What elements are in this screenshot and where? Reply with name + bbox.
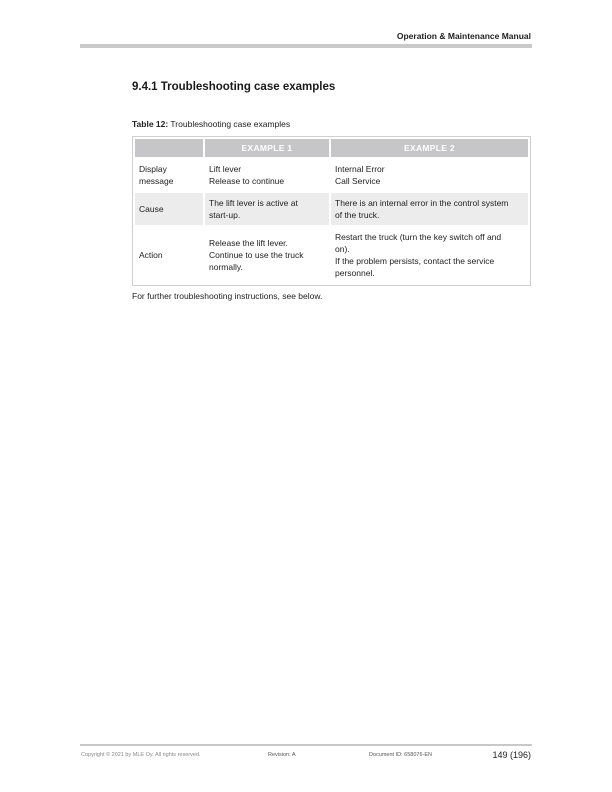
header-divider (80, 44, 532, 48)
footer-document-id: Document ID: 658076-EN (369, 752, 432, 758)
cell-line: If the problem persists, contact the service (335, 256, 495, 266)
row-label-cell (135, 227, 203, 283)
page-number: 149 (196) (492, 750, 531, 760)
cell-line: normally. (209, 262, 243, 272)
column-header-blank (135, 139, 203, 157)
footer-copyright: Copyright © 2021 by MLE Oy. All rights reserved. (81, 752, 201, 758)
cell-line: Internal Error (335, 164, 385, 174)
section-heading: 9.4.1 Troubleshooting case examples (132, 81, 336, 93)
cell-line: Display (139, 164, 167, 174)
cell-line: on). (335, 244, 350, 254)
cell-line: The lift lever is active at (209, 198, 298, 208)
cell-line: start-up. (209, 210, 241, 220)
cell-line: Restart the truck (turn the key switch off and (335, 232, 502, 242)
example-1-cell (205, 193, 329, 225)
table-caption (132, 119, 290, 129)
cell-line: Call Service (335, 176, 381, 186)
cell-line: Lift lever (209, 164, 242, 174)
table-row-display-message (135, 159, 528, 191)
cell-line: Release the lift lever. (209, 238, 288, 248)
cell-line: Release to continue (209, 176, 285, 186)
body-paragraph: For further troubleshooting instructions, see below. (132, 291, 323, 301)
example-2-cell (331, 193, 528, 225)
example-1-cell (205, 159, 329, 191)
footer-divider (80, 744, 532, 746)
footer-revision: Revision: A (268, 752, 296, 758)
cell-line: of the truck. (335, 210, 380, 220)
example-1-cell (205, 227, 329, 283)
example-2-cell (331, 227, 528, 283)
cell-line: Action (139, 250, 163, 260)
cell-line: personnel. (335, 268, 375, 278)
header-title: Operation & Maintenance Manual (396, 31, 531, 41)
table-caption-text: Troubleshooting case examples (168, 119, 291, 129)
table-caption-label: Table 12: (132, 119, 169, 129)
column-header-example-2: EXAMPLE 2 (331, 139, 528, 157)
table-row-action (135, 227, 528, 283)
cell-line: message (139, 176, 174, 186)
table-header-row (135, 139, 528, 157)
troubleshooting-table (132, 136, 531, 286)
cell-line: There is an internal error in the control system (335, 198, 509, 208)
row-label-cell (135, 159, 203, 191)
example-2-cell (331, 159, 528, 191)
cell-line: Cause (139, 204, 164, 214)
table-row-cause (135, 193, 528, 225)
row-label-cell (135, 193, 203, 225)
column-header-example-1: EXAMPLE 1 (205, 139, 329, 157)
cell-line: Continue to use the truck (209, 250, 304, 260)
